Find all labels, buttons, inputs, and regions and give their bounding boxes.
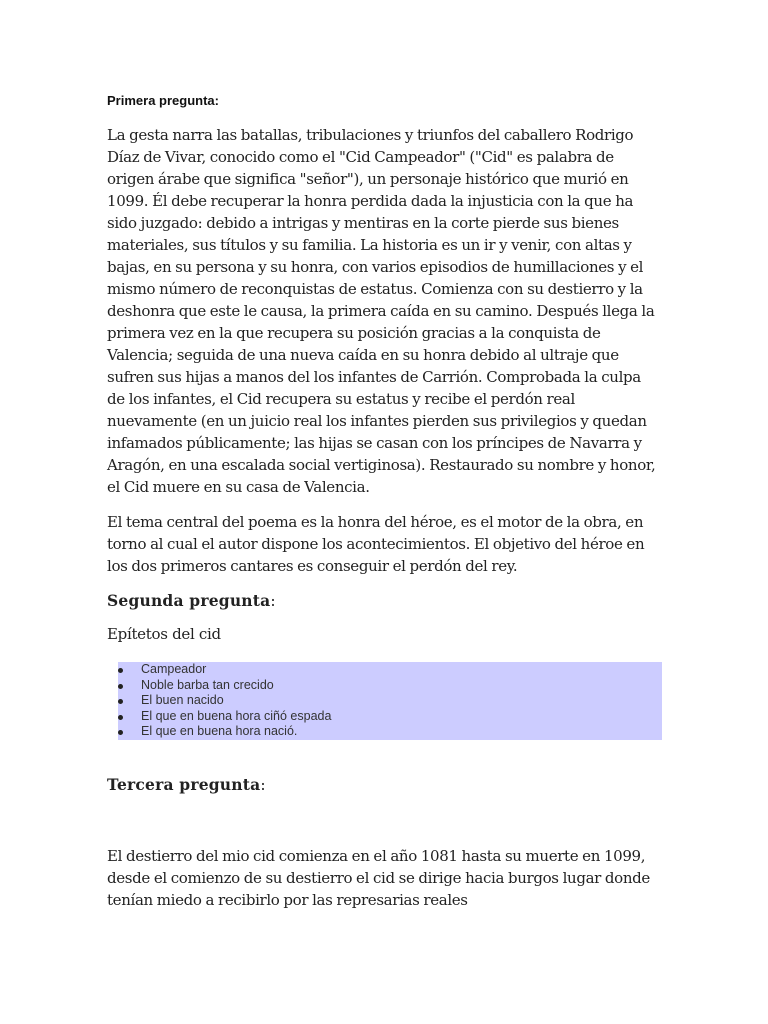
paragraph-destierro: El destierro del mio cid comienza en el año 1081 hasta su muerte en 1099, desde el comienzo de su destierro el cid se dirige hacia burgos lugar donde tenían miedo a recibirlo por las represarias reales (107, 847, 650, 909)
heading-segunda-colon: : (270, 592, 276, 610)
list-item: El que en buena hora ciñó espada (118, 709, 662, 725)
list-item: El buen nacido (118, 693, 662, 709)
heading-tercera-pregunta (107, 775, 266, 794)
list-item: Noble barba tan crecido (118, 678, 662, 694)
heading-primera-pregunta: Primera pregunta: (107, 93, 219, 108)
heading-tercera-colon: : (260, 776, 266, 794)
heading-segunda-text: Segunda pregunta (107, 591, 271, 610)
subheading-epitetos: Epítetos del cid (107, 625, 221, 643)
epithets-list (118, 662, 662, 740)
epithets-list-box (118, 662, 662, 740)
list-item: Campeador (118, 662, 662, 678)
list-item: El que en buena hora nació. (118, 724, 662, 740)
heading-segunda-pregunta (107, 591, 276, 610)
heading-tercera-text: Tercera pregunta (107, 775, 261, 794)
paragraph-theme: El tema central del poema es la honra del héroe, es el motor de la obra, en torno al cual el autor dispone los acontecimientos. El objetivo del héroe en los dos primeros cantares es conseguir el perdón del rey. (107, 513, 645, 575)
paragraph-summary: La gesta narra las batallas, tribulaciones y triunfos del caballero Rodrigo Díaz de Vivar, conocido como el "Cid Campeador" ("Cid" es palabra de origen árabe que significa "señor"), un personaje histórico que murió en 1099. Él debe recuperar la honra perdida dada la injusticia con la que ha sido juzgado: debido a intrigas y mentiras en la corte pierde sus bienes materiales, sus títulos y su familia. La historia es un ir y venir, con altas y bajas, en su persona y su honra, con varios episodios de humillaciones y el mismo número de reconquistas de estatus. Comienza con su destierro y la deshonra que este le causa, la primera caída en su camino. Después llega la primera vez en la que recupera su posición gracias a la conquista de Valencia; seguida de una nueva caída en su honra debido al ultraje que sufren sus hijas a manos del los infantes de Carrión. Comprobada la culpa de los infantes, el Cid recupera su estatus y recibe el perdón real nuevamente (en un juicio real los infantes pierden sus privilegios y quedan infamados públicamente; las hijas se casan con los príncipes de Navarra y Aragón, en una escalada social vertiginosa). Restaurado su nombre y honor, el Cid muere en su casa de Valencia. (107, 126, 656, 496)
